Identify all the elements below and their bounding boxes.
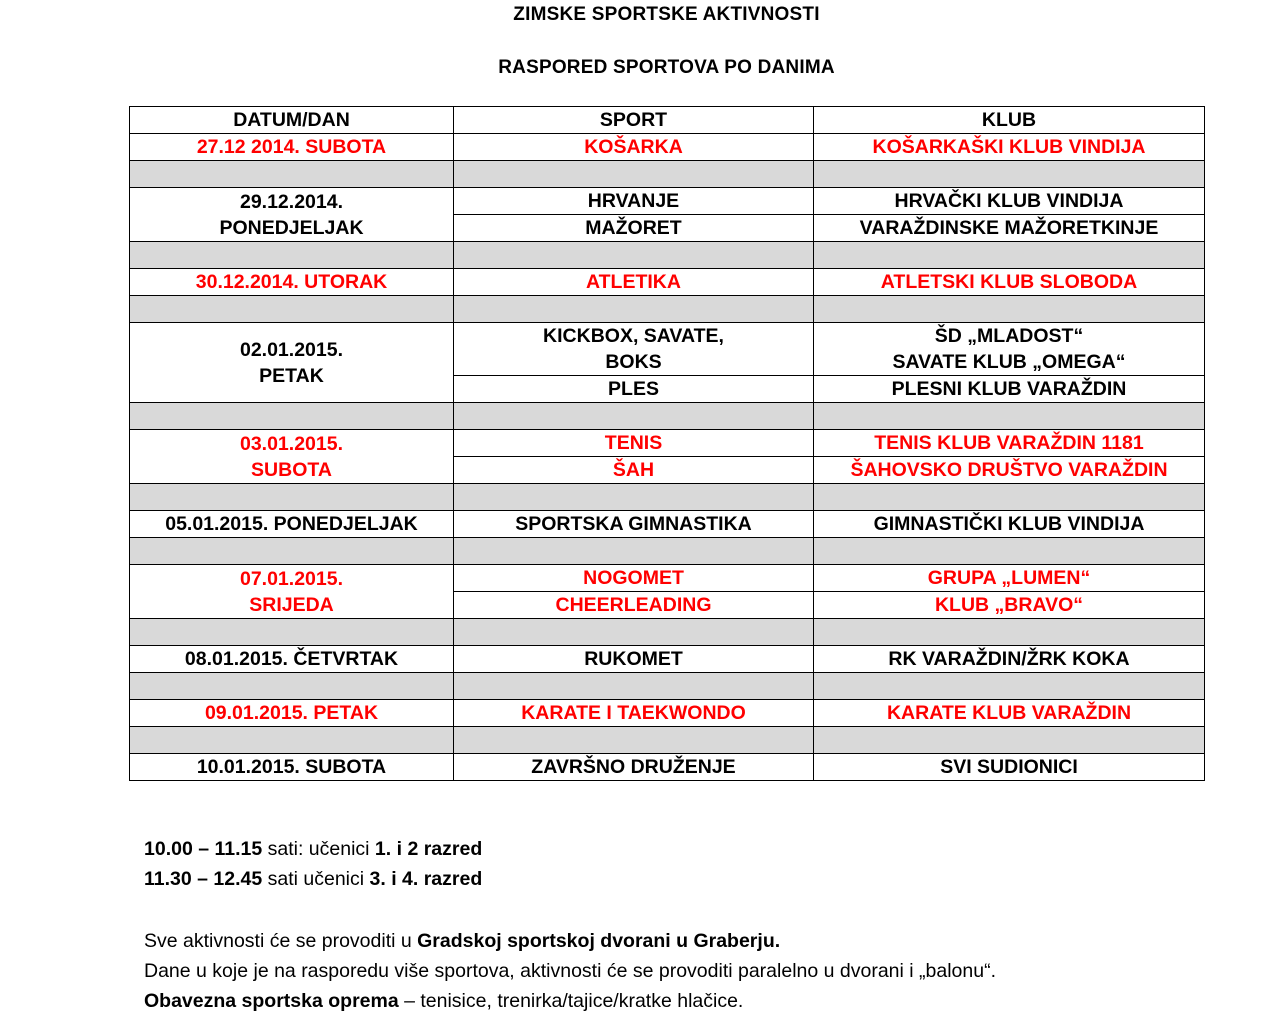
separator-cell: [454, 403, 814, 430]
table-row: [130, 700, 1205, 727]
schedule-body: [130, 107, 1205, 781]
separator-cell: [130, 727, 454, 754]
sport-cell: [454, 376, 814, 403]
sport-line: TENIS: [604, 432, 663, 454]
club-line: GIMNASTIČKI KLUB VINDIJA: [873, 513, 1145, 535]
club-cell: [814, 511, 1205, 538]
club-cell: [814, 565, 1205, 592]
separator-cell: [130, 484, 454, 511]
club-cell: [814, 376, 1205, 403]
sport-line: KICKBOX, SAVATE,: [543, 325, 724, 347]
date-line: PONEDJELJAK: [219, 216, 364, 239]
separator-cell: [454, 161, 814, 188]
date-cell: [130, 646, 454, 673]
separator-cell: [814, 403, 1205, 430]
club-line: SVI SUDIONICI: [940, 756, 1078, 778]
date-cell: [130, 511, 454, 538]
date-line: PETAK: [259, 364, 324, 387]
table-row: [130, 269, 1205, 296]
separator-cell: [454, 673, 814, 700]
club-line: TENIS KLUB VARAŽDIN 1181: [874, 432, 1144, 454]
club-cell: [814, 134, 1205, 161]
table-row: [130, 565, 1205, 592]
table-row: [130, 646, 1205, 673]
date-line: 29.12.2014.: [239, 190, 343, 213]
date-line: 27.12 2014. SUBOTA: [196, 136, 387, 158]
separator-cell: [814, 296, 1205, 323]
sport-line: BOKS: [605, 351, 662, 373]
separator-cell: [814, 538, 1205, 565]
info-notes: [144, 926, 996, 1016]
date-cell: [130, 188, 454, 242]
separator-row: [130, 403, 1205, 430]
sport-cell: [454, 592, 814, 619]
time-line-1: 10.00 – 11.15 sati: učenici 1. i 2 razred: [144, 838, 483, 860]
separator-cell: [130, 161, 454, 188]
club-line: PLESNI KLUB VARAŽDIN: [891, 378, 1127, 400]
header-datum: DATUM/DAN: [130, 107, 454, 134]
sport-line: MAŽORET: [585, 217, 682, 239]
sport-cell: [454, 511, 814, 538]
club-line: KLUB „BRAVO“: [934, 594, 1084, 616]
separator-cell: [814, 161, 1205, 188]
separator-cell: [454, 727, 814, 754]
separator-cell: [814, 727, 1205, 754]
date-line: 30.12.2014. UTORAK: [195, 271, 388, 293]
club-line: ATLETSKI KLUB SLOBODA: [880, 271, 1138, 293]
club-line: KARATE KLUB VARAŽDIN: [886, 702, 1132, 724]
date-line: 09.01.2015. PETAK: [204, 702, 379, 724]
document-subtitle: RASPORED SPORTOVA PO DANIMA: [498, 57, 835, 78]
club-cell: [814, 215, 1205, 242]
date-cell: [130, 134, 454, 161]
sport-line: PLES: [608, 378, 659, 400]
sport-line: ŠAH: [612, 459, 655, 481]
separator-cell: [454, 538, 814, 565]
club-cell: [814, 430, 1205, 457]
sport-line: KARATE I TAEKWONDO: [521, 702, 746, 724]
table-row: [130, 430, 1205, 457]
separator-cell: [454, 242, 814, 269]
sport-cell: [454, 565, 814, 592]
sport-line: ATLETIKA: [586, 271, 681, 293]
separator-row: [130, 727, 1205, 754]
sport-line: KOŠARKA: [584, 136, 683, 158]
separator-cell: [814, 619, 1205, 646]
sport-cell: [454, 215, 814, 242]
header-klub: KLUB: [814, 107, 1205, 134]
date-cell: [130, 565, 454, 619]
club-line: SAVATE KLUB „OMEGA“: [892, 351, 1126, 373]
club-line: GRUPA „LUMEN“: [927, 567, 1091, 589]
separator-cell: [130, 538, 454, 565]
club-line: KOŠARKAŠKI KLUB VINDIJA: [872, 136, 1146, 158]
sport-cell: [454, 188, 814, 215]
separator-cell: [130, 242, 454, 269]
sport-cell: [454, 430, 814, 457]
sport-cell: [454, 269, 814, 296]
date-line: 05.01.2015. PONEDJELJAK: [165, 513, 418, 535]
date-line: 10.01.2015. SUBOTA: [196, 756, 387, 778]
separator-row: [130, 538, 1205, 565]
separator-cell: [454, 619, 814, 646]
separator-row: [130, 296, 1205, 323]
date-cell: [130, 269, 454, 296]
club-line: VARAŽDINSKE MAŽORETKINJE: [859, 217, 1159, 239]
club-line: ŠD „MLADOST“: [934, 325, 1084, 347]
sport-line: CHEERLEADING: [555, 594, 712, 616]
sport-line: HRVANJE: [587, 190, 680, 212]
separator-row: [130, 673, 1205, 700]
table-row: [130, 754, 1205, 781]
date-cell: [130, 700, 454, 727]
sport-cell: [454, 754, 814, 781]
club-cell: [814, 457, 1205, 484]
table-row: [130, 511, 1205, 538]
date-line: SRIJEDA: [249, 593, 334, 616]
separator-cell: [130, 403, 454, 430]
sport-cell: [454, 323, 814, 376]
time-schedule: [144, 834, 482, 894]
separator-row: [130, 242, 1205, 269]
separator-row: [130, 619, 1205, 646]
date-cell: [130, 754, 454, 781]
separator-cell: [814, 484, 1205, 511]
sport-cell: [454, 700, 814, 727]
header-row: [130, 107, 1205, 134]
info-location: Sve aktivnosti će se provoditi u Gradskoj sportskoj dvorani u Graberju.: [144, 930, 781, 952]
date-line: 03.01.2015.: [239, 432, 343, 455]
info-equipment: Obavezna sportska oprema – tenisice, trenirka/tajice/kratke hlačice.: [144, 990, 744, 1012]
date-line: SUBOTA: [251, 458, 332, 481]
club-line: ŠAHOVSKO DRUŠTVO VARAŽDIN: [850, 459, 1168, 481]
date-line: 02.01.2015.: [239, 338, 343, 361]
club-cell: [814, 188, 1205, 215]
header-sport: SPORT: [454, 107, 814, 134]
sport-cell: [454, 134, 814, 161]
sport-line: SPORTSKA GIMNASTIKA: [515, 513, 752, 535]
date-line: 08.01.2015. ČETVRTAK: [184, 648, 399, 670]
table-row: [130, 134, 1205, 161]
date-line: 07.01.2015.: [239, 567, 343, 590]
separator-cell: [130, 296, 454, 323]
schedule-table: [129, 106, 1205, 781]
separator-cell: [454, 296, 814, 323]
separator-row: [130, 484, 1205, 511]
separator-cell: [814, 242, 1205, 269]
sport-line: ZAVRŠNO DRUŽENJE: [531, 756, 736, 778]
sport-cell: [454, 646, 814, 673]
separator-row: [130, 161, 1205, 188]
table-row: [130, 188, 1205, 215]
table-row: [130, 323, 1205, 376]
club-cell: [814, 323, 1205, 376]
club-line: RK VARAŽDIN/ŽRK KOKA: [888, 648, 1130, 670]
date-cell: [130, 323, 454, 403]
club-cell: [814, 592, 1205, 619]
club-cell: [814, 754, 1205, 781]
separator-cell: [130, 673, 454, 700]
time-line-2: 11.30 – 12.45 sati učenici 3. i 4. razred: [144, 868, 483, 890]
separator-cell: [454, 484, 814, 511]
separator-cell: [814, 673, 1205, 700]
document-title: ZIMSKE SPORTSKE AKTIVNOSTI: [513, 4, 820, 25]
date-cell: [130, 430, 454, 484]
club-line: HRVAČKI KLUB VINDIJA: [894, 190, 1124, 212]
club-cell: [814, 646, 1205, 673]
sport-cell: [454, 457, 814, 484]
club-cell: [814, 700, 1205, 727]
sport-line: RUKOMET: [584, 648, 683, 670]
sport-line: NOGOMET: [583, 567, 684, 589]
info-parallel: Dane u koje je na rasporedu više sportova, aktivnosti će se provoditi paralelno u dvorani i „balonu“.: [144, 960, 996, 982]
club-cell: [814, 269, 1205, 296]
separator-cell: [130, 619, 454, 646]
